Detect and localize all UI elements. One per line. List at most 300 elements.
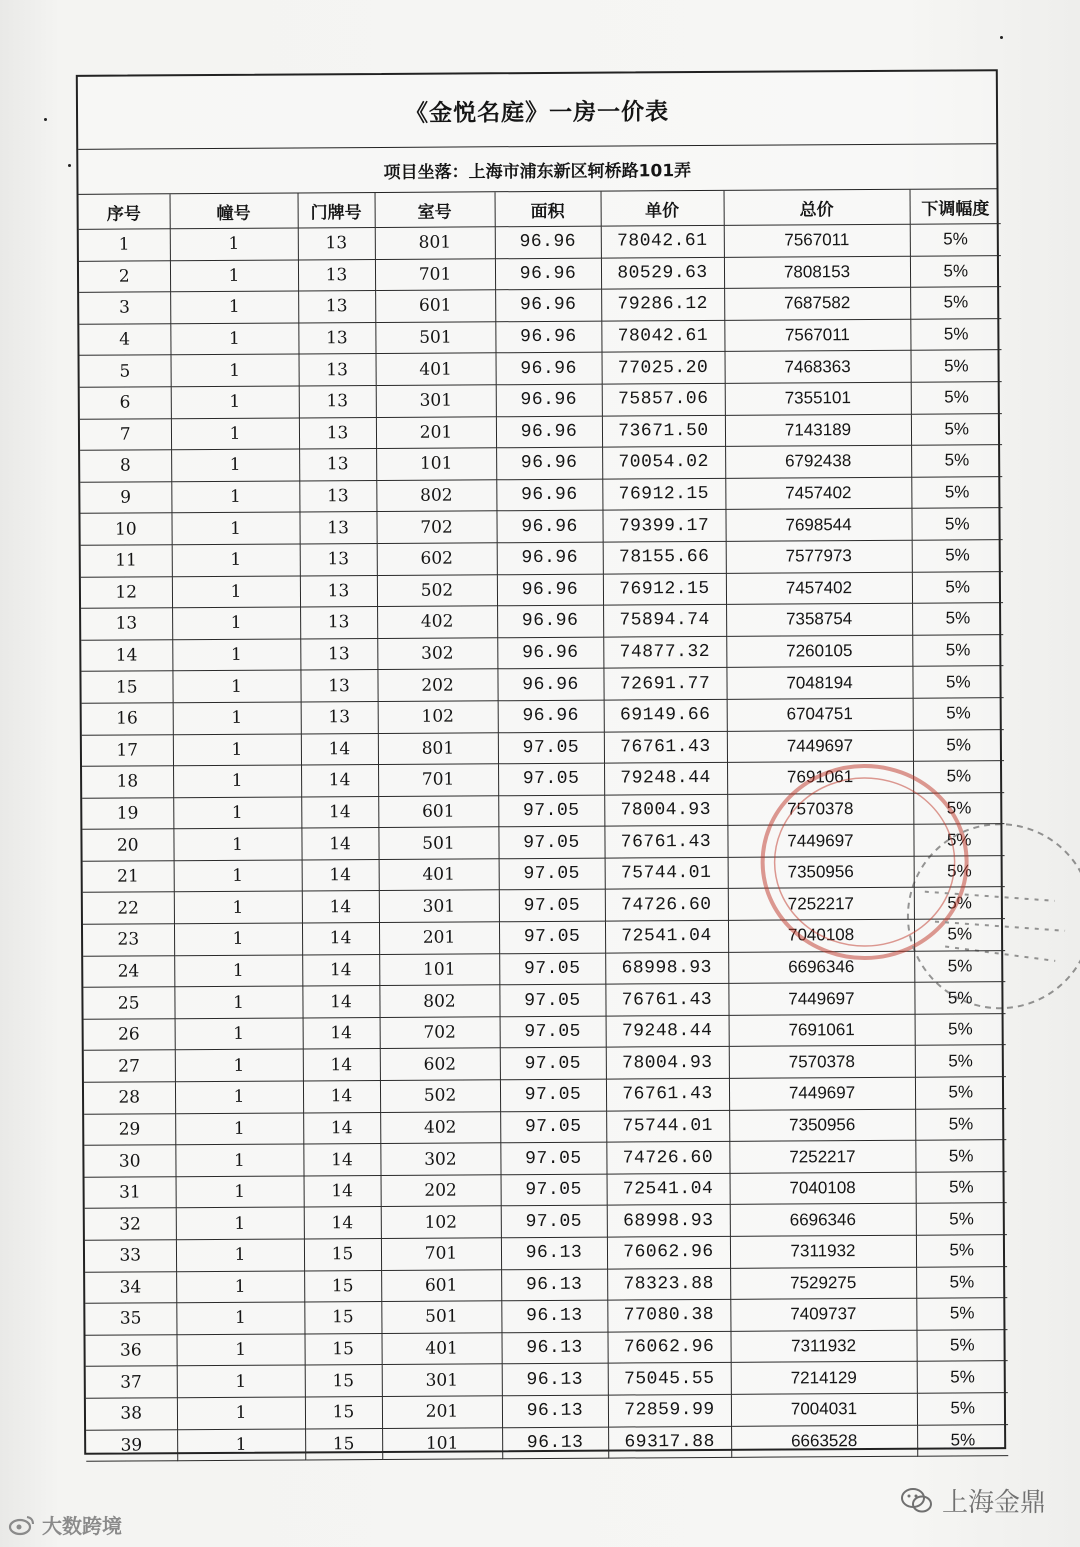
cell-total-price: 7214129 bbox=[731, 1362, 917, 1395]
cell-unit-price: 75045.55 bbox=[608, 1363, 731, 1395]
cell-area: 96.96 bbox=[498, 700, 604, 732]
cell-unit-price: 78155.66 bbox=[603, 541, 726, 573]
cell-building: 1 bbox=[176, 1239, 304, 1271]
cell-total-price: 7691061 bbox=[727, 761, 913, 794]
cell-unit-price: 76062.96 bbox=[607, 1236, 730, 1268]
cell-total-price: 7687582 bbox=[724, 287, 910, 320]
cell-area: 97.05 bbox=[498, 795, 604, 827]
cell-room: 601 bbox=[381, 1269, 501, 1301]
cell-room: 102 bbox=[378, 701, 498, 733]
cell-total-price: 7311932 bbox=[730, 1330, 916, 1363]
cell-unit-price: 76761.43 bbox=[605, 984, 728, 1016]
cell-building: 1 bbox=[171, 354, 299, 386]
cell-index: 15 bbox=[81, 671, 172, 703]
cell-total-price: 6696346 bbox=[728, 951, 914, 984]
cell-discount: 5% bbox=[917, 1424, 1008, 1456]
cell-building: 1 bbox=[176, 1207, 304, 1239]
cell-index: 6 bbox=[80, 387, 171, 419]
cell-room: 602 bbox=[380, 1048, 500, 1080]
cell-index: 34 bbox=[85, 1271, 176, 1303]
cell-area: 97.05 bbox=[501, 1174, 607, 1206]
cell-total-price: 7457402 bbox=[726, 572, 912, 605]
cell-door-number: 15 bbox=[304, 1333, 381, 1365]
cell-room: 401 bbox=[379, 859, 499, 891]
cell-building: 1 bbox=[174, 860, 302, 892]
project-address: 项目坐落：上海市浦东新区轲桥路101弄 bbox=[78, 144, 996, 195]
cell-door-number: 13 bbox=[299, 480, 376, 512]
cell-building: 1 bbox=[174, 986, 302, 1018]
cell-building: 1 bbox=[170, 291, 298, 323]
cell-area: 97.05 bbox=[500, 1048, 606, 1080]
cell-room: 601 bbox=[378, 795, 498, 827]
cell-discount: 5% bbox=[914, 919, 1005, 951]
cell-building: 1 bbox=[176, 1176, 304, 1208]
cell-discount: 5% bbox=[912, 571, 1003, 603]
left-watermark bbox=[8, 1510, 122, 1539]
cell-area: 96.96 bbox=[497, 668, 603, 700]
cell-room: 101 bbox=[382, 1427, 502, 1459]
cell-room: 101 bbox=[376, 448, 496, 480]
cell-discount: 5% bbox=[912, 540, 1003, 572]
cell-building: 1 bbox=[174, 923, 302, 955]
weibo-icon bbox=[8, 1514, 36, 1536]
cell-door-number: 14 bbox=[302, 954, 379, 986]
cell-discount: 5% bbox=[916, 1266, 1007, 1298]
cell-building: 1 bbox=[175, 1144, 303, 1176]
cell-unit-price: 73671.50 bbox=[602, 415, 725, 447]
cell-room: 801 bbox=[378, 732, 498, 764]
cell-total-price: 7355101 bbox=[725, 382, 911, 415]
cell-room: 502 bbox=[377, 574, 497, 606]
cell-total-price: 6696346 bbox=[730, 1204, 916, 1237]
table-row bbox=[86, 1424, 1008, 1461]
cell-unit-price: 77025.20 bbox=[601, 352, 724, 384]
cell-door-number: 13 bbox=[299, 512, 376, 544]
header-discount: 下调幅度 bbox=[910, 189, 1001, 224]
cell-door-number: 14 bbox=[303, 1049, 380, 1081]
cell-door-number: 14 bbox=[303, 1144, 380, 1176]
cell-discount: 5% bbox=[910, 318, 1001, 350]
cell-room: 301 bbox=[382, 1364, 502, 1396]
cell-total-price: 7048194 bbox=[726, 667, 912, 700]
cell-total-price: 7004031 bbox=[731, 1393, 917, 1426]
cell-building: 1 bbox=[173, 702, 301, 734]
cell-index: 4 bbox=[79, 324, 170, 356]
cell-discount: 5% bbox=[912, 634, 1003, 666]
cell-index: 17 bbox=[82, 734, 173, 766]
cell-unit-price: 79286.12 bbox=[601, 289, 724, 321]
cell-index: 13 bbox=[81, 608, 172, 640]
cell-room: 701 bbox=[378, 764, 498, 796]
cell-index: 21 bbox=[83, 861, 174, 893]
cell-total-price: 7252217 bbox=[728, 888, 914, 921]
cell-door-number: 13 bbox=[298, 322, 375, 354]
cell-area: 96.96 bbox=[497, 637, 603, 669]
cell-building: 1 bbox=[173, 765, 301, 797]
cell-discount: 5% bbox=[916, 1329, 1007, 1361]
cell-area: 96.96 bbox=[497, 605, 603, 637]
cell-discount: 5% bbox=[911, 476, 1002, 508]
cell-unit-price: 69149.66 bbox=[604, 699, 727, 731]
cell-room: 202 bbox=[381, 1175, 501, 1207]
cell-total-price: 7143189 bbox=[725, 414, 911, 447]
cell-index: 2 bbox=[79, 260, 170, 292]
cell-index: 30 bbox=[84, 1145, 175, 1177]
cell-index: 5 bbox=[80, 355, 171, 387]
cell-index: 16 bbox=[82, 703, 173, 735]
cell-door-number: 13 bbox=[299, 354, 376, 386]
cell-area: 96.13 bbox=[501, 1332, 607, 1364]
cell-index: 1 bbox=[79, 229, 170, 261]
cell-building: 1 bbox=[176, 1334, 304, 1366]
document-title: 《金悦名庭》一房一价表 bbox=[78, 71, 996, 150]
cell-door-number: 14 bbox=[304, 1207, 381, 1239]
cell-building: 1 bbox=[173, 733, 301, 765]
cell-total-price: 7311932 bbox=[730, 1235, 916, 1268]
cell-door-number: 14 bbox=[301, 796, 378, 828]
cell-room: 201 bbox=[382, 1396, 502, 1428]
cell-door-number: 13 bbox=[300, 543, 377, 575]
scan-speck bbox=[1000, 36, 1003, 39]
right-watermark bbox=[900, 1482, 1046, 1519]
cell-total-price: 6663528 bbox=[731, 1425, 917, 1458]
cell-door-number: 14 bbox=[301, 733, 378, 765]
cell-total-price: 7449697 bbox=[727, 730, 913, 763]
cell-building: 1 bbox=[171, 481, 299, 513]
cell-room: 602 bbox=[377, 543, 497, 575]
cell-building: 1 bbox=[174, 891, 302, 923]
cell-total-price: 7529275 bbox=[730, 1267, 916, 1300]
cell-room: 702 bbox=[376, 511, 496, 543]
cell-door-number: 14 bbox=[303, 1112, 380, 1144]
cell-area: 96.96 bbox=[497, 542, 603, 574]
cell-door-number: 13 bbox=[299, 385, 376, 417]
cell-index: 26 bbox=[84, 1019, 175, 1051]
cell-index: 38 bbox=[86, 1398, 177, 1430]
cell-building: 1 bbox=[173, 797, 301, 829]
cell-discount: 5% bbox=[917, 1361, 1008, 1393]
cell-area: 96.96 bbox=[496, 416, 602, 448]
cell-unit-price: 78004.93 bbox=[604, 794, 727, 826]
cell-index: 20 bbox=[82, 829, 173, 861]
cell-index: 9 bbox=[80, 482, 171, 514]
cell-door-number: 15 bbox=[305, 1365, 382, 1397]
cell-index: 28 bbox=[84, 1082, 175, 1114]
cell-index: 10 bbox=[80, 513, 171, 545]
cell-door-number: 14 bbox=[301, 828, 378, 860]
cell-total-price: 7040108 bbox=[728, 919, 914, 952]
cell-area: 96.96 bbox=[495, 289, 601, 321]
cell-total-price: 7570378 bbox=[729, 1046, 915, 1079]
cell-door-number: 14 bbox=[302, 986, 379, 1018]
cell-unit-price: 80529.63 bbox=[601, 257, 724, 289]
cell-building: 1 bbox=[175, 1113, 303, 1145]
cell-discount: 5% bbox=[910, 287, 1001, 319]
cell-area: 96.13 bbox=[501, 1269, 607, 1301]
cell-unit-price: 78004.93 bbox=[606, 1047, 729, 1079]
cell-room: 401 bbox=[381, 1333, 501, 1365]
cell-area: 96.13 bbox=[501, 1237, 607, 1269]
cell-room: 402 bbox=[377, 606, 497, 638]
cell-building: 1 bbox=[172, 670, 300, 702]
cell-discount: 5% bbox=[910, 255, 1001, 287]
cell-total-price: 7698544 bbox=[725, 509, 911, 542]
cell-room: 402 bbox=[380, 1111, 500, 1143]
cell-area: 97.05 bbox=[501, 1206, 607, 1238]
cell-door-number: 13 bbox=[300, 575, 377, 607]
cell-room: 401 bbox=[376, 353, 496, 385]
cell-discount: 5% bbox=[910, 224, 1001, 256]
cell-room: 102 bbox=[381, 1206, 501, 1238]
cell-discount: 5% bbox=[913, 761, 1004, 793]
cell-door-number: 14 bbox=[302, 923, 379, 955]
cell-room: 302 bbox=[377, 637, 497, 669]
header-area: 面积 bbox=[495, 192, 601, 227]
cell-door-number: 14 bbox=[302, 891, 379, 923]
cell-area: 96.96 bbox=[496, 384, 602, 416]
cell-area: 96.96 bbox=[497, 574, 603, 606]
cell-area: 96.13 bbox=[502, 1395, 608, 1427]
cell-discount: 5% bbox=[911, 445, 1002, 477]
cell-building: 1 bbox=[177, 1397, 305, 1429]
cell-total-price: 7260105 bbox=[726, 635, 912, 668]
cell-unit-price: 79248.44 bbox=[606, 1015, 729, 1047]
cell-total-price: 7409737 bbox=[730, 1298, 916, 1331]
cell-area: 96.96 bbox=[495, 226, 601, 258]
cell-building: 1 bbox=[173, 828, 301, 860]
cell-unit-price: 76761.43 bbox=[604, 731, 727, 763]
cell-total-price: 7468363 bbox=[724, 351, 910, 384]
cell-door-number: 14 bbox=[303, 1017, 380, 1049]
cell-room: 201 bbox=[376, 416, 496, 448]
cell-discount: 5% bbox=[915, 1077, 1006, 1109]
cell-index: 18 bbox=[82, 766, 173, 798]
cell-door-number: 13 bbox=[299, 449, 376, 481]
cell-index: 29 bbox=[84, 1113, 175, 1145]
cell-index: 7 bbox=[80, 418, 171, 450]
cell-total-price: 7350956 bbox=[729, 1109, 915, 1142]
cell-total-price: 7350956 bbox=[728, 856, 914, 889]
cell-room: 702 bbox=[380, 1017, 500, 1049]
cell-area: 96.96 bbox=[496, 479, 602, 511]
price-sheet bbox=[76, 69, 1006, 1455]
cell-discount: 5% bbox=[914, 887, 1005, 919]
cell-building: 1 bbox=[177, 1365, 305, 1397]
cell-building: 1 bbox=[172, 544, 300, 576]
cell-door-number: 13 bbox=[300, 670, 377, 702]
cell-door-number: 14 bbox=[301, 765, 378, 797]
cell-total-price: 7808153 bbox=[724, 256, 910, 289]
cell-area: 97.05 bbox=[500, 1016, 606, 1048]
cell-discount: 5% bbox=[915, 1140, 1006, 1172]
cell-door-number: 14 bbox=[302, 859, 379, 891]
cell-index: 22 bbox=[83, 892, 174, 924]
cell-room: 502 bbox=[380, 1080, 500, 1112]
cell-building: 1 bbox=[170, 260, 298, 292]
cell-building: 1 bbox=[171, 449, 299, 481]
cell-area: 96.96 bbox=[496, 352, 602, 384]
cell-total-price: 7040108 bbox=[730, 1172, 916, 1205]
cell-building: 1 bbox=[172, 576, 300, 608]
cell-room: 202 bbox=[377, 669, 497, 701]
cell-door-number: 13 bbox=[300, 638, 377, 670]
cell-index: 11 bbox=[81, 545, 172, 577]
cell-index: 35 bbox=[85, 1303, 176, 1335]
cell-unit-price: 75744.01 bbox=[606, 1110, 729, 1142]
cell-discount: 5% bbox=[910, 350, 1001, 382]
cell-unit-price: 74726.60 bbox=[605, 889, 728, 921]
wechat-icon bbox=[900, 1486, 934, 1516]
cell-discount: 5% bbox=[915, 1014, 1006, 1046]
cell-discount: 5% bbox=[917, 1393, 1008, 1425]
cell-total-price: 6704751 bbox=[727, 698, 913, 731]
cell-unit-price: 68998.93 bbox=[605, 952, 728, 984]
cell-room: 802 bbox=[379, 985, 499, 1017]
cell-index: 19 bbox=[82, 797, 173, 829]
cell-unit-price: 75857.06 bbox=[602, 383, 725, 415]
cell-area: 96.13 bbox=[502, 1427, 608, 1459]
cell-room: 302 bbox=[380, 1143, 500, 1175]
cell-total-price: 7252217 bbox=[729, 1140, 915, 1173]
cell-index: 31 bbox=[85, 1177, 176, 1209]
cell-area: 96.96 bbox=[496, 447, 602, 479]
cell-unit-price: 75894.74 bbox=[603, 604, 726, 636]
cell-building: 1 bbox=[171, 512, 299, 544]
cell-discount: 5% bbox=[915, 1045, 1006, 1077]
header-room: 室号 bbox=[375, 192, 495, 227]
cell-unit-price: 78042.61 bbox=[601, 320, 724, 352]
cell-area: 97.05 bbox=[498, 763, 604, 795]
cell-unit-price: 78042.61 bbox=[601, 225, 724, 257]
cell-door-number: 13 bbox=[299, 417, 376, 449]
cell-door-number: 13 bbox=[301, 701, 378, 733]
cell-unit-price: 70054.02 bbox=[602, 447, 725, 479]
cell-room: 201 bbox=[379, 922, 499, 954]
cell-unit-price: 76912.15 bbox=[602, 478, 725, 510]
cell-index: 3 bbox=[79, 292, 170, 324]
header-index: 序号 bbox=[79, 194, 170, 229]
cell-discount: 5% bbox=[916, 1235, 1007, 1267]
cell-door-number: 15 bbox=[304, 1302, 381, 1334]
cell-discount: 5% bbox=[914, 950, 1005, 982]
cell-building: 1 bbox=[175, 1018, 303, 1050]
cell-door-number: 13 bbox=[300, 607, 377, 639]
cell-discount: 5% bbox=[911, 413, 1002, 445]
cell-unit-price: 76062.96 bbox=[607, 1331, 730, 1363]
cell-total-price: 7449697 bbox=[728, 982, 914, 1015]
cell-index: 37 bbox=[86, 1366, 177, 1398]
header-door-number: 门牌号 bbox=[298, 193, 375, 228]
cell-door-number: 14 bbox=[303, 1081, 380, 1113]
cell-index: 27 bbox=[84, 1050, 175, 1082]
cell-door-number: 15 bbox=[304, 1270, 381, 1302]
cell-door-number: 13 bbox=[298, 228, 375, 260]
cell-room: 601 bbox=[375, 290, 495, 322]
cell-unit-price: 75744.01 bbox=[605, 857, 728, 889]
cell-discount: 5% bbox=[916, 1171, 1007, 1203]
cell-area: 97.05 bbox=[498, 826, 604, 858]
header-building: 幢号 bbox=[170, 193, 298, 228]
cell-total-price: 7567011 bbox=[724, 319, 910, 352]
cell-unit-price: 69317.88 bbox=[608, 1426, 731, 1458]
cell-building: 1 bbox=[171, 386, 299, 418]
cell-discount: 5% bbox=[914, 856, 1005, 888]
cell-area: 97.05 bbox=[500, 1111, 606, 1143]
cell-door-number: 13 bbox=[298, 259, 375, 291]
cell-index: 8 bbox=[80, 450, 171, 482]
cell-total-price: 7358754 bbox=[726, 603, 912, 636]
right-watermark-text: 上海金鼎 bbox=[942, 1488, 1047, 1518]
cell-area: 96.13 bbox=[501, 1300, 607, 1332]
cell-discount: 5% bbox=[912, 603, 1003, 635]
cell-total-price: 7567011 bbox=[724, 224, 910, 257]
cell-room: 501 bbox=[375, 322, 495, 354]
cell-area: 97.05 bbox=[499, 921, 605, 953]
cell-index: 32 bbox=[85, 1208, 176, 1240]
header-total-price: 总价 bbox=[724, 190, 910, 226]
cell-room: 801 bbox=[375, 227, 495, 259]
cell-room: 301 bbox=[376, 385, 496, 417]
cell-discount: 5% bbox=[911, 508, 1002, 540]
scan-speck bbox=[44, 118, 47, 121]
cell-unit-price: 72859.99 bbox=[608, 1394, 731, 1426]
cell-unit-price: 74726.60 bbox=[606, 1142, 729, 1174]
cell-total-price: 7449697 bbox=[729, 1077, 915, 1110]
cell-area: 96.96 bbox=[495, 321, 601, 353]
cell-total-price: 7691061 bbox=[729, 1014, 915, 1047]
header-unit-price: 单价 bbox=[601, 191, 724, 226]
cell-index: 14 bbox=[81, 639, 172, 671]
cell-door-number: 15 bbox=[305, 1396, 382, 1428]
cell-discount: 5% bbox=[911, 382, 1002, 414]
cell-unit-price: 77080.38 bbox=[607, 1300, 730, 1332]
cell-index: 33 bbox=[85, 1240, 176, 1272]
cell-discount: 5% bbox=[913, 698, 1004, 730]
cell-building: 1 bbox=[175, 1081, 303, 1113]
cell-index: 36 bbox=[85, 1335, 176, 1367]
cell-unit-price: 79399.17 bbox=[602, 510, 725, 542]
cell-door-number: 13 bbox=[298, 291, 375, 323]
cell-unit-price: 76912.15 bbox=[603, 573, 726, 605]
cell-area: 97.05 bbox=[500, 1079, 606, 1111]
cell-room: 701 bbox=[381, 1238, 501, 1270]
cell-building: 1 bbox=[177, 1429, 305, 1461]
cell-area: 97.05 bbox=[498, 732, 604, 764]
cell-building: 1 bbox=[171, 418, 299, 450]
cell-area: 97.05 bbox=[499, 953, 605, 985]
cell-room: 701 bbox=[375, 258, 495, 290]
price-table bbox=[79, 189, 1009, 1462]
cell-door-number: 15 bbox=[304, 1238, 381, 1270]
cell-building: 1 bbox=[172, 607, 300, 639]
cell-room: 301 bbox=[379, 890, 499, 922]
cell-total-price: 7577973 bbox=[726, 540, 912, 573]
cell-area: 97.05 bbox=[499, 858, 605, 890]
cell-building: 1 bbox=[176, 1271, 304, 1303]
cell-building: 1 bbox=[170, 323, 298, 355]
cell-discount: 5% bbox=[916, 1298, 1007, 1330]
cell-unit-price: 78323.88 bbox=[607, 1268, 730, 1300]
cell-discount: 5% bbox=[914, 982, 1005, 1014]
cell-unit-price: 74877.32 bbox=[603, 636, 726, 668]
cell-total-price: 7570378 bbox=[727, 793, 913, 826]
cell-index: 12 bbox=[81, 576, 172, 608]
table-header-row bbox=[79, 189, 1001, 229]
cell-room: 101 bbox=[379, 953, 499, 985]
cell-discount: 5% bbox=[913, 824, 1004, 856]
cell-door-number: 15 bbox=[305, 1428, 382, 1460]
cell-index: 25 bbox=[83, 987, 174, 1019]
